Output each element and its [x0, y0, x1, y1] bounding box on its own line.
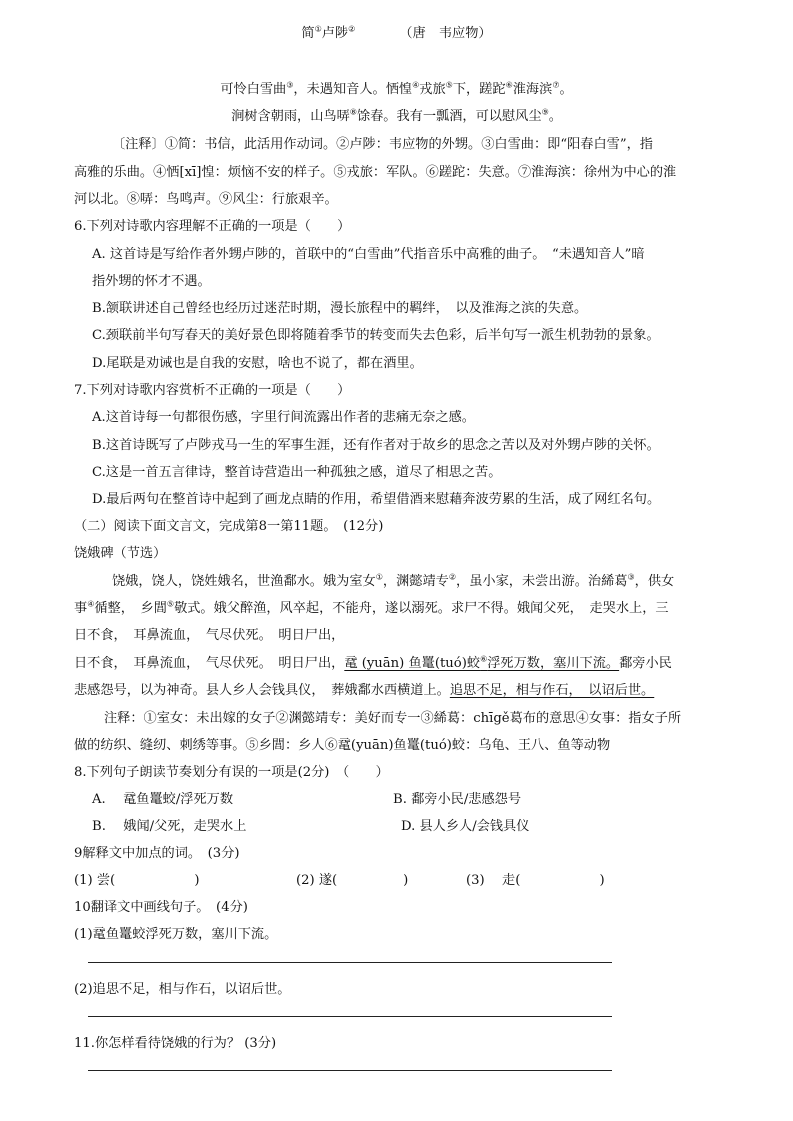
- q10-stem: 10翻译文中画线句子。 (4分): [74, 900, 248, 915]
- underlined-sentence-2: 追思不足，相与作石， 以诏后世。: [449, 683, 655, 698]
- q8-stem: 8.下列句子朗读节奏划分有误的一项是(2分) （ ）: [74, 765, 389, 780]
- q6-option-b[interactable]: B.颔联讲述自己曾经也经历过迷茫时期，漫长旅程中的羁绊， 以及淮海之滨的失意。: [92, 301, 588, 316]
- q6-option-d[interactable]: D.尾联是劝诫也是自我的安慰，啥也不说了，都在酒里。: [92, 356, 423, 371]
- q9-blank-1[interactable]: (1) 尝( ): [74, 873, 200, 888]
- q9-blank-2[interactable]: (2) 遂( ): [296, 873, 409, 888]
- passage-line-3: 日不食， 耳鼻流血， 气尽伏死。 明日尸出，: [74, 628, 345, 643]
- q9-blank-3[interactable]: (3) 走( ): [466, 873, 605, 888]
- q6-option-c[interactable]: C.颈联前半句写春天的美好景色即将随着季节的转变而失去色彩，后半句写一派生机勃勃的景象。: [92, 328, 660, 343]
- q6-option-a-1[interactable]: A. 这首诗是写给作者外甥卢陟的，首联中的“白雪曲”代指音乐中高雅的曲子。 “未遇知音人”暗: [92, 247, 645, 262]
- underlined-sentence-1: 鼋 (yuān) 鱼鼍(tuó)蛟⑥浮死万数，塞川下流。: [344, 654, 620, 671]
- poem-notes-3: 河以北。⑧哢：鸟鸣声。⑨风尘：行旅艰辛。: [74, 192, 338, 207]
- q8-option-b[interactable]: B. 鄱旁小民/悲感怨号: [393, 792, 522, 807]
- passage-notes-1: 注释：①室女：未出嫁的女子②渊懿靖专：美好而专一③絺葛：chīgě葛布的意思④女事：指女子所: [104, 711, 682, 726]
- q10-item-1: (1)鼋鱼鼍蛟浮死万数，塞川下流。: [74, 927, 278, 942]
- poem-notes-1: 〔注释〕①简：书信，此活用作动词。②卢陟：韦应物的外甥。③白雪曲：即“阳春白雪”，指: [112, 137, 653, 152]
- passage-notes-2: 做的纺织、缝纫、刺绣等事。⑤乡閭：乡人⑥鼋(yuān)鱼鼍(tuó)蛟：乌龟、王八、鱼等动物: [74, 738, 611, 753]
- q8-option-a[interactable]: A. 鼋鱼鼍蛟/浮死万数: [92, 792, 234, 807]
- q8-option-d[interactable]: D. 县人乡人/会钱具仪: [401, 819, 530, 834]
- answer-line-2[interactable]: [88, 1016, 612, 1017]
- answer-line-1[interactable]: [88, 962, 612, 963]
- section-2-heading: （二）阅读下面文言文，完成第8一第11题。 (12分): [74, 519, 384, 534]
- passage-line-5: 悲感怨号，以为神奇。县人乡人会钱具仪， 葬娥鄱水西横道上。追思不足，相与作石， 以诏后世。: [74, 683, 655, 698]
- q11-stem: 11.你怎样看待饶娥的行为？ (3分): [74, 1036, 277, 1051]
- poem-line-2: 涧树含朝雨，山鸟哢⑧馀春。我有一瓢酒，可以慰风尘⑨。: [231, 107, 562, 124]
- q7-option-d[interactable]: D.最后两句在整首诗中起到了画龙点睛的作用，希望借酒来慰藉奔波劳累的生活，成了网红名句。: [92, 492, 661, 507]
- passage-line-2: 事④循整， 乡閭⑤敬式。娥父醉渔，风卒起，不能舟，遂以溺死。求尸不得。娥闻父死， 走哭水上，三: [74, 599, 669, 616]
- passage-line-1: 饶娥，饶人，饶姓娥名，世渔鄱水。娥为室女①，渊懿靖专②，虽小家，未尝出游。治絺葛③，供女: [112, 572, 675, 589]
- passage-title: 饶娥碑（节选）: [74, 546, 167, 561]
- q7-stem: 7.下列对诗歌内容赏析不正确的一项是（ ）: [74, 383, 351, 398]
- poem-notes-2: 高雅的乐曲。④恓[xī]惶：烦恼不安的样子。⑤戎旅：军队。⑥蹉跎：失意。⑦淮海滨：徐州为中心的淮: [74, 165, 677, 180]
- q7-option-c[interactable]: C.这是一首五言律诗，整首诗营造出一种孤独之感，道尽了相思之苦。: [92, 465, 502, 480]
- passage-line-4: 日不食， 耳鼻流血， 气尽伏死。 明日尸出，鼋 (yuān) 鱼鼍(tuó)蛟⑥浮死万数，塞川下流。鄱旁小民: [74, 654, 672, 671]
- q10-item-2: (2)追思不足，相与作石，以诏后世。: [74, 982, 291, 997]
- poem-line-1: 可怜白雪曲③，未遇知音人。恓惶④戎旅⑤下，蹉跎⑥淮海滨⑦。: [220, 80, 573, 97]
- poem-title: 简①卢陟② （唐 韦应物）: [301, 24, 492, 41]
- q6-stem: 6.下列对诗歌内容理解不正确的一项是（ ）: [74, 219, 351, 234]
- q7-option-b[interactable]: B.这首诗既写了卢陟戎马一生的军事生涯，还有作者对于故乡的思念之苦以及对外甥卢陟的关怀。: [92, 438, 660, 453]
- q9-stem: 9解释文中加点的词。 (3分): [74, 846, 240, 861]
- answer-line-3[interactable]: [88, 1070, 612, 1071]
- q6-option-a-2: 指外甥的怀才不遇。: [92, 274, 211, 289]
- q8-option-b2[interactable]: B. 娥闻/父死，走哭水上: [92, 819, 247, 834]
- q7-option-a[interactable]: A.这首诗每一句都很伤感，字里行间流露出作者的悲痛无奈之感。: [92, 410, 475, 425]
